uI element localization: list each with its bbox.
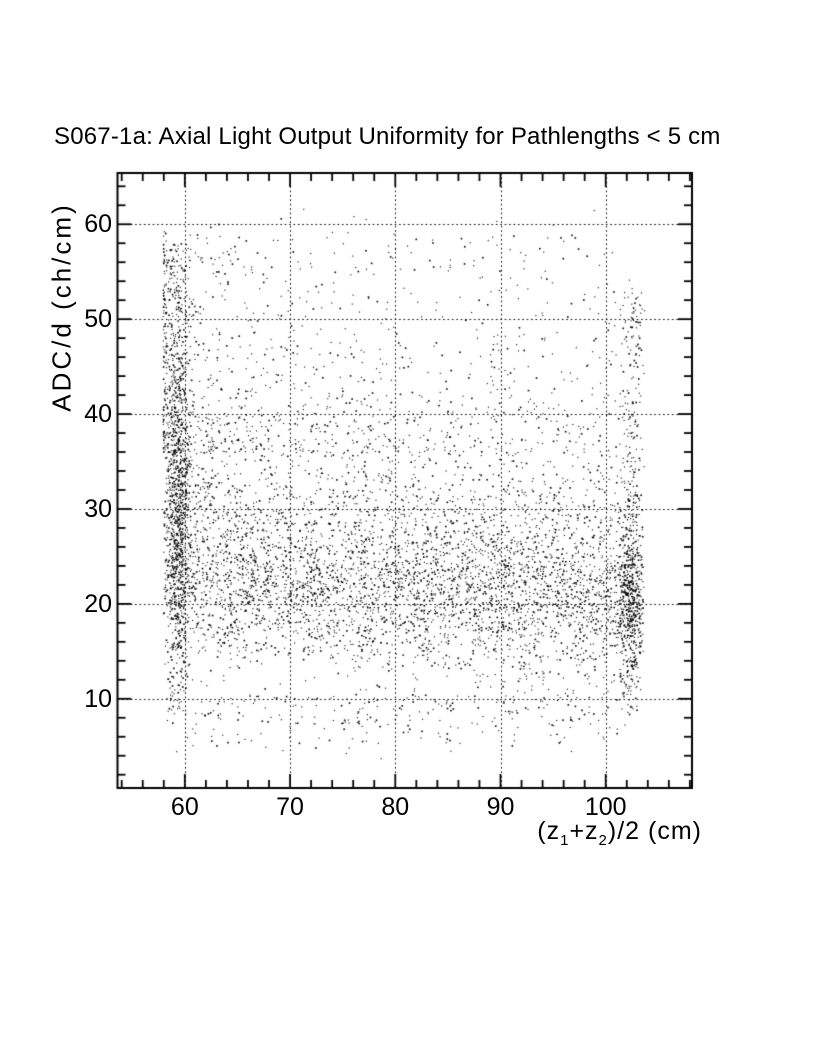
x-tick-label: 60 [170, 793, 199, 821]
y-tick-label: 30 [84, 494, 112, 523]
x-axis-title-mid: +z [569, 817, 599, 845]
y-tick-label: 50 [84, 305, 112, 334]
x-tick-label: 70 [276, 793, 304, 821]
y-tick-label: 10 [84, 684, 112, 713]
x-axis-title-post: )/2 (cm) [607, 817, 702, 845]
x-axis-title-sub2: 2 [598, 832, 608, 849]
y-tick-label: 60 [84, 210, 112, 239]
y-tick-label: 40 [84, 400, 112, 429]
x-tick-label: 80 [381, 793, 410, 821]
x-axis-title-pre: (z [537, 817, 561, 845]
x-axis-title-sub1: 1 [560, 832, 570, 849]
x-axis-title [537, 817, 702, 849]
y-tick-label: 20 [84, 589, 112, 618]
x-tick-label: 100 [584, 793, 627, 821]
chart-title: S067-1a: Axial Light Output Uniformity for Pathlengths < 5 cm [54, 123, 721, 150]
y-axis-title: ADC/d (ch/cm) [46, 202, 77, 412]
x-tick-label: 90 [486, 793, 515, 821]
